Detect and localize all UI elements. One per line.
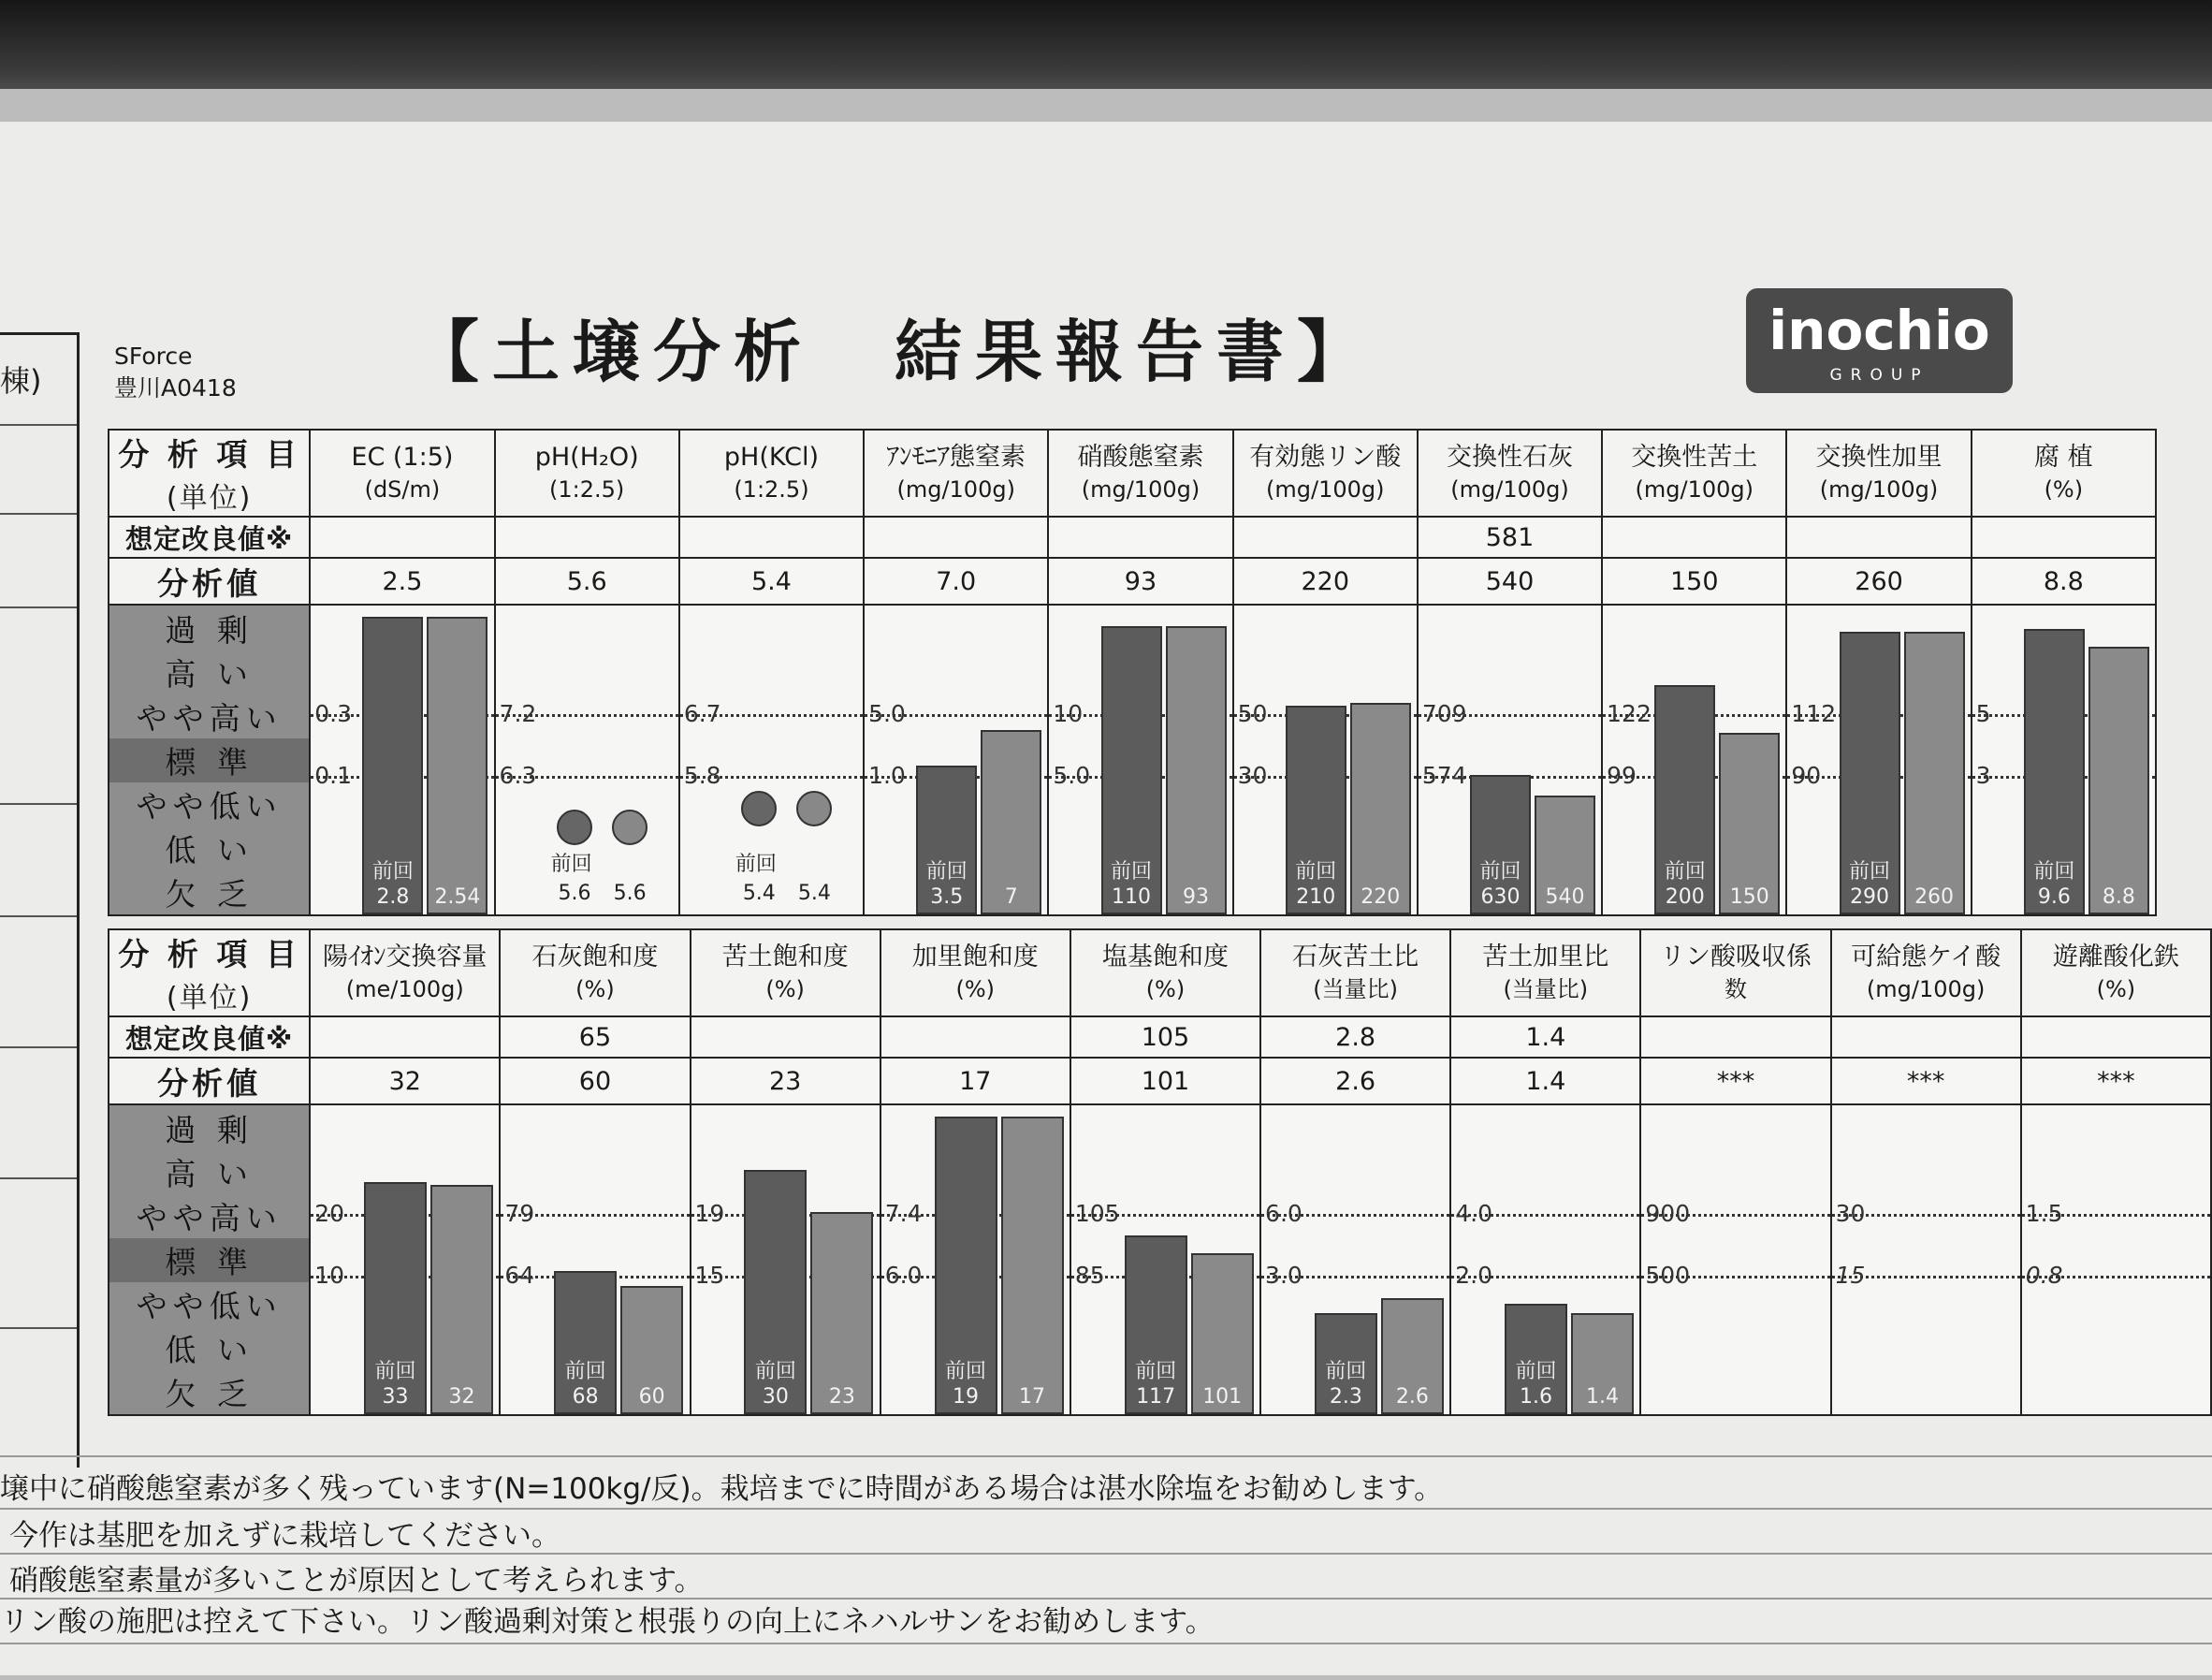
level-label: 高 い bbox=[165, 655, 254, 693]
bar-value: 210 bbox=[1296, 885, 1336, 909]
dot-value: 5.6 bbox=[558, 882, 591, 905]
bar-value: 2.54 bbox=[434, 885, 481, 909]
threshold-tick: 64 bbox=[504, 1261, 535, 1289]
logo-word: inochio bbox=[1768, 299, 1990, 362]
previous-bar bbox=[1840, 632, 1900, 914]
previous-label: 前回 bbox=[1295, 860, 1337, 884]
bar-value: 101 bbox=[1202, 1385, 1243, 1409]
column-unit: (me/100g) bbox=[345, 975, 464, 1002]
level-chart-cell bbox=[1048, 605, 1232, 915]
bar-value: 540 bbox=[1545, 885, 1585, 909]
column-unit: (mg/100g) bbox=[1819, 475, 1939, 503]
previous-bar bbox=[916, 766, 977, 914]
column-unit: (%) bbox=[575, 975, 615, 1002]
level-label: 高 い bbox=[165, 1155, 254, 1192]
level-chart-cell bbox=[495, 605, 679, 915]
previous-bar bbox=[364, 1182, 427, 1414]
current-bar bbox=[1166, 626, 1227, 914]
soil-analysis-table-2 bbox=[108, 928, 2212, 1416]
level-chart-cell bbox=[1972, 605, 2156, 915]
target-value bbox=[495, 517, 679, 558]
column-unit: (%) bbox=[2096, 975, 2136, 1002]
previous-bar bbox=[744, 1170, 807, 1414]
previous-label: 前回 bbox=[1325, 1360, 1367, 1383]
soil-analysis-table-1 bbox=[108, 429, 2157, 916]
logo-group: GROUP bbox=[1829, 366, 1929, 385]
column-header bbox=[1602, 430, 1786, 517]
item-label-2: 分 析 項 目 (単位) bbox=[109, 929, 310, 1016]
bar-value: 17 bbox=[1019, 1385, 1046, 1409]
target-value bbox=[1972, 517, 2156, 558]
previous-dot bbox=[741, 791, 777, 826]
level-chart-cell bbox=[1418, 605, 1602, 915]
analysis-value: 260 bbox=[1786, 558, 1971, 605]
bar-value: 150 bbox=[1729, 885, 1769, 909]
bar-value: 260 bbox=[1914, 885, 1955, 909]
threshold-tick: 900 bbox=[1645, 1199, 1691, 1227]
level-chart-cell bbox=[500, 1104, 690, 1415]
column-header bbox=[1450, 929, 1640, 1016]
target-label-2: 想定改良値※ bbox=[109, 1016, 310, 1058]
threshold-tick: 85 bbox=[1074, 1261, 1105, 1289]
current-dot bbox=[796, 791, 832, 826]
bar-value: 630 bbox=[1480, 885, 1521, 909]
analysis-value: 93 bbox=[1048, 558, 1232, 605]
threshold-tick: 15 bbox=[1835, 1261, 1866, 1289]
level-chart-cell bbox=[1786, 605, 1971, 915]
column-unit: (当量比) bbox=[1313, 975, 1398, 1002]
column-header bbox=[1418, 430, 1602, 517]
bar-value: 2.3 bbox=[1329, 1385, 1362, 1409]
previous-label: 前回 bbox=[1664, 860, 1706, 884]
current-bar bbox=[2088, 647, 2149, 914]
bar-value: 32 bbox=[448, 1385, 475, 1409]
column-unit: (1:2.5) bbox=[549, 475, 625, 503]
current-bar bbox=[1350, 703, 1411, 914]
threshold-tick: 30 bbox=[1237, 761, 1268, 789]
bar-value: 60 bbox=[638, 1385, 665, 1409]
previous-bar bbox=[1286, 706, 1346, 914]
level-chart-cell bbox=[1233, 605, 1418, 915]
target-value bbox=[880, 1016, 1070, 1058]
column-header bbox=[880, 929, 1070, 1016]
threshold-tick: 5 bbox=[1975, 699, 1991, 727]
threshold-tick: 6.3 bbox=[499, 761, 537, 789]
column-name: 加里飽和度 bbox=[911, 942, 1039, 971]
column-header bbox=[691, 929, 880, 1016]
analysis-value: 101 bbox=[1070, 1058, 1260, 1104]
column-name: 有効態リン酸 bbox=[1249, 442, 1402, 472]
level-chart-cell bbox=[1640, 1104, 1830, 1415]
bar-value: 30 bbox=[762, 1385, 789, 1409]
column-header bbox=[1233, 430, 1418, 517]
bar-value: 117 bbox=[1136, 1385, 1176, 1409]
level-chart-cell bbox=[1602, 605, 1786, 915]
bar-value: 290 bbox=[1850, 885, 1890, 909]
bar-value: 220 bbox=[1361, 885, 1401, 909]
report-title: 【土壌分析 結果報告書】 bbox=[412, 313, 1378, 391]
current-bar bbox=[1191, 1253, 1254, 1414]
threshold-tick: 2.0 bbox=[1455, 1261, 1492, 1289]
bar-value: 2.8 bbox=[376, 885, 410, 909]
level-label: 低 い bbox=[165, 1331, 254, 1368]
threshold-tick: 5.8 bbox=[683, 761, 721, 789]
column-header bbox=[679, 430, 864, 517]
bar-value: 19 bbox=[953, 1385, 980, 1409]
dot-value: 5.4 bbox=[797, 882, 831, 905]
column-unit: (dS/m) bbox=[364, 475, 441, 503]
level-label: 過 剰 bbox=[165, 611, 254, 649]
level-label: やや高い bbox=[136, 699, 283, 737]
item-label: 分 析 項 目 (単位) bbox=[109, 430, 310, 517]
target-value bbox=[310, 1016, 500, 1058]
comment-line: リン酸の施肥は控えて下さい。リン酸過剰対策と根張りの向上にネハルサンをお勧めします。 bbox=[0, 1605, 1215, 1639]
target-value: 1.4 bbox=[1450, 1016, 1640, 1058]
column-header bbox=[310, 929, 500, 1016]
threshold-tick: 709 bbox=[1421, 699, 1467, 727]
previous-label: 前回 bbox=[925, 860, 968, 884]
column-name: 遊離酸化鉄 bbox=[2052, 942, 2179, 971]
level-label: 過 剰 bbox=[165, 1111, 254, 1148]
bar-value: 1.4 bbox=[1586, 1385, 1620, 1409]
target-value bbox=[864, 517, 1048, 558]
column-unit: (%) bbox=[765, 975, 805, 1002]
previous-bar bbox=[1315, 1313, 1377, 1414]
left-cutoff-frame bbox=[0, 332, 80, 1468]
previous-bar bbox=[2024, 629, 2085, 914]
left-fragment: 棟) bbox=[0, 363, 42, 399]
threshold-tick: 7.4 bbox=[884, 1199, 923, 1227]
column-name: 石灰苦土比 bbox=[1292, 942, 1419, 971]
column-unit: (mg/100g) bbox=[1866, 975, 1986, 1002]
analysis-value: *** bbox=[2021, 1058, 2211, 1104]
current-dot bbox=[612, 810, 648, 845]
threshold-tick: 6.7 bbox=[683, 699, 721, 727]
current-bar bbox=[427, 617, 488, 914]
threshold-tick: 30 bbox=[1835, 1199, 1866, 1227]
previous-label: 前回 bbox=[945, 1360, 987, 1383]
column-name: 交換性苦土 bbox=[1631, 442, 1758, 472]
previous-label: 前回 bbox=[550, 853, 592, 876]
threshold-tick: 50 bbox=[1237, 699, 1268, 727]
column-name: 交換性加里 bbox=[1815, 442, 1943, 472]
level-label: 低 い bbox=[165, 831, 254, 869]
current-bar bbox=[810, 1212, 873, 1414]
bar-value: 7 bbox=[1004, 885, 1018, 909]
column-name: リン酸吸収係 bbox=[1659, 942, 1812, 971]
level-chart-cell bbox=[880, 1104, 1070, 1415]
level-chart-cell bbox=[1450, 1104, 1640, 1415]
threshold-tick: 112 bbox=[1791, 699, 1837, 727]
previous-bar bbox=[1505, 1304, 1567, 1414]
previous-bar bbox=[1101, 626, 1162, 914]
column-unit: (%) bbox=[2044, 475, 2084, 503]
threshold-tick: 79 bbox=[504, 1199, 535, 1227]
comment-line: 壌中に硝酸態窒素が多く残っています(N=100kg/反)。栽培までに時間がある場合は湛水除塩をお勧めします。 bbox=[0, 1472, 1444, 1506]
column-header bbox=[1070, 929, 1260, 1016]
column-unit: (%) bbox=[955, 975, 996, 1002]
analysis-label: 分析値 bbox=[109, 558, 310, 605]
threshold-tick: 20 bbox=[314, 1199, 344, 1227]
current-bar bbox=[1001, 1117, 1064, 1414]
threshold-tick: 6.0 bbox=[884, 1261, 923, 1289]
previous-bar bbox=[362, 617, 423, 914]
level-scale-2 bbox=[109, 1104, 310, 1415]
level-chart-cell bbox=[864, 605, 1048, 915]
column-name: 石灰飽和度 bbox=[531, 942, 659, 971]
client-site: 豊川A0418 bbox=[114, 374, 237, 402]
column-header bbox=[1972, 430, 2156, 517]
column-name: pH(H₂O) bbox=[534, 442, 639, 472]
level-chart-cell bbox=[679, 605, 864, 915]
analysis-value: 150 bbox=[1602, 558, 1786, 605]
threshold-tick: 10 bbox=[314, 1261, 344, 1289]
level-chart-cell bbox=[1260, 1104, 1450, 1415]
target-value bbox=[1831, 1016, 2021, 1058]
analysis-value: 32 bbox=[310, 1058, 500, 1104]
column-name: 塩基飽和度 bbox=[1101, 942, 1229, 971]
previous-label: 前回 bbox=[564, 1360, 606, 1383]
analysis-value: 60 bbox=[500, 1058, 690, 1104]
comment-line: 今作は基肥を加えずに栽培してください。 bbox=[9, 1519, 560, 1553]
analysis-value: 5.6 bbox=[495, 558, 679, 605]
threshold-tick: 0.3 bbox=[314, 699, 353, 727]
current-bar bbox=[1381, 1298, 1444, 1414]
dot-value: 5.4 bbox=[742, 882, 776, 905]
previous-bar bbox=[1470, 775, 1531, 914]
target-value bbox=[1786, 517, 1971, 558]
analysis-value: 220 bbox=[1233, 558, 1418, 605]
bar-value: 3.5 bbox=[930, 885, 964, 909]
level-label: 標 準 bbox=[109, 738, 309, 782]
target-value: 581 bbox=[1418, 517, 1602, 558]
level-chart-cell bbox=[1070, 1104, 1260, 1415]
threshold-tick: 105 bbox=[1074, 1199, 1120, 1227]
column-name: EC (1:5) bbox=[351, 442, 454, 472]
column-unit: (mg/100g) bbox=[1081, 475, 1201, 503]
level-label: やや低い bbox=[136, 1287, 283, 1324]
threshold-tick: 0.1 bbox=[314, 761, 353, 789]
bar-value: 23 bbox=[828, 1385, 855, 1409]
target-value bbox=[1233, 517, 1418, 558]
column-name: 交換性石灰 bbox=[1447, 442, 1573, 472]
column-name: 陽ｲｵﾝ交換容量 bbox=[323, 942, 488, 971]
analysis-label-2: 分析値 bbox=[109, 1058, 310, 1104]
analysis-value: 540 bbox=[1418, 558, 1602, 605]
threshold-tick: 6.0 bbox=[1265, 1199, 1302, 1227]
target-value bbox=[679, 517, 864, 558]
bar-value: 68 bbox=[572, 1385, 599, 1409]
threshold-tick: 10 bbox=[1053, 699, 1084, 727]
analysis-value: 1.4 bbox=[1450, 1058, 1640, 1104]
analysis-value: 2.5 bbox=[310, 558, 494, 605]
client-code: SForce bbox=[114, 343, 193, 370]
previous-bar bbox=[935, 1117, 997, 1414]
threshold-tick: 4.0 bbox=[1455, 1199, 1492, 1227]
column-header bbox=[1831, 929, 2021, 1016]
previous-label: 前回 bbox=[1849, 860, 1891, 884]
target-value bbox=[2021, 1016, 2211, 1058]
column-header bbox=[495, 430, 679, 517]
previous-bar bbox=[1125, 1235, 1187, 1414]
bar-value: 33 bbox=[382, 1385, 409, 1409]
level-chart-cell bbox=[2021, 1104, 2211, 1415]
column-name: 苦土飽和度 bbox=[721, 942, 849, 971]
bar-value: 200 bbox=[1665, 885, 1705, 909]
previous-label: 前回 bbox=[1479, 860, 1521, 884]
threshold-tick: 574 bbox=[1421, 761, 1467, 789]
column-name: 可給態ケイ酸 bbox=[1851, 942, 2001, 971]
column-unit: 数 bbox=[1724, 975, 1747, 1002]
level-scale bbox=[109, 605, 310, 915]
target-value bbox=[1602, 517, 1786, 558]
threshold-tick: 3 bbox=[1975, 761, 1991, 789]
analysis-value: 17 bbox=[880, 1058, 1070, 1104]
threshold-tick: 3.0 bbox=[1265, 1261, 1302, 1289]
level-label: 欠 乏 bbox=[165, 875, 254, 913]
target-value bbox=[1048, 517, 1232, 558]
threshold-tick: 500 bbox=[1645, 1261, 1691, 1289]
previous-dot bbox=[557, 810, 592, 845]
column-header bbox=[500, 929, 690, 1016]
column-header bbox=[2021, 929, 2211, 1016]
previous-label: 前回 bbox=[1135, 1360, 1177, 1383]
current-bar bbox=[981, 730, 1041, 914]
bar-value: 9.6 bbox=[2037, 885, 2071, 909]
target-value bbox=[691, 1016, 880, 1058]
threshold-tick: 15 bbox=[694, 1261, 725, 1289]
threshold-tick: 19 bbox=[694, 1199, 725, 1227]
analysis-value: *** bbox=[1640, 1058, 1830, 1104]
level-chart-cell bbox=[310, 1104, 500, 1415]
threshold-tick: 1.5 bbox=[2025, 1199, 2063, 1227]
threshold-tick: 5.0 bbox=[1053, 761, 1091, 789]
column-header bbox=[1786, 430, 1971, 517]
column-unit: (mg/100g) bbox=[1266, 475, 1385, 503]
threshold-tick: 5.0 bbox=[868, 699, 906, 727]
previous-label: 前回 bbox=[374, 1360, 416, 1383]
level-chart-cell bbox=[310, 605, 494, 915]
column-name: ｱﾝﾓﾆｱ態窒素 bbox=[886, 442, 1026, 472]
column-unit: (mg/100g) bbox=[896, 475, 1015, 503]
previous-label: 前回 bbox=[735, 853, 777, 876]
threshold-tick: 1.0 bbox=[868, 761, 906, 789]
column-unit: (%) bbox=[1145, 975, 1186, 1002]
level-label: やや低い bbox=[136, 787, 283, 825]
column-name: 腐 植 bbox=[2034, 442, 2093, 472]
inochio-logo bbox=[1746, 288, 2013, 393]
bar-value: 110 bbox=[1112, 885, 1151, 909]
column-header bbox=[1640, 929, 1830, 1016]
current-bar bbox=[1719, 733, 1780, 914]
current-bar bbox=[1571, 1313, 1634, 1414]
column-name: pH(KCl) bbox=[723, 442, 819, 472]
previous-label: 前回 bbox=[371, 860, 414, 884]
target-value bbox=[1640, 1016, 1830, 1058]
threshold-tick: 90 bbox=[1791, 761, 1822, 789]
column-unit: (当量比) bbox=[1503, 975, 1589, 1002]
analysis-value: 7.0 bbox=[864, 558, 1048, 605]
level-chart-cell bbox=[1831, 1104, 2021, 1415]
column-header bbox=[310, 430, 494, 517]
threshold-tick: 99 bbox=[1607, 761, 1637, 789]
column-unit: (mg/100g) bbox=[1450, 475, 1569, 503]
previous-label: 前回 bbox=[2033, 860, 2075, 884]
previous-label: 前回 bbox=[754, 1360, 796, 1383]
level-chart-cell bbox=[691, 1104, 880, 1415]
analysis-value: 2.6 bbox=[1260, 1058, 1450, 1104]
threshold-tick: 7.2 bbox=[499, 699, 537, 727]
analysis-value: 23 bbox=[691, 1058, 880, 1104]
current-bar bbox=[1904, 632, 1965, 914]
level-label: 標 準 bbox=[109, 1238, 309, 1282]
current-bar bbox=[1535, 796, 1595, 914]
column-header bbox=[1260, 929, 1450, 1016]
current-bar bbox=[620, 1286, 683, 1414]
bar-value: 93 bbox=[1183, 885, 1209, 909]
previous-label: 前回 bbox=[1110, 860, 1152, 884]
bar-value: 2.6 bbox=[1395, 1385, 1429, 1409]
bar-value: 8.8 bbox=[2102, 885, 2135, 909]
column-unit: (1:2.5) bbox=[734, 475, 809, 503]
previous-bar bbox=[1654, 685, 1715, 914]
previous-label: 前回 bbox=[1515, 1360, 1557, 1383]
target-value: 2.8 bbox=[1260, 1016, 1450, 1058]
level-label: 欠 乏 bbox=[165, 1375, 254, 1412]
current-bar bbox=[430, 1185, 493, 1414]
dot-value: 5.6 bbox=[613, 882, 647, 905]
target-label: 想定改良値※ bbox=[109, 517, 310, 558]
comment-line: 硝酸態窒素量が多いことが原因として考えられます。 bbox=[9, 1564, 704, 1598]
target-value bbox=[310, 517, 494, 558]
threshold-tick: 122 bbox=[1607, 699, 1652, 727]
previous-bar bbox=[554, 1271, 617, 1414]
level-label: やや高い bbox=[136, 1199, 283, 1236]
analysis-value: 5.4 bbox=[679, 558, 864, 605]
column-name: 硝酸態窒素 bbox=[1077, 442, 1204, 472]
bar-value: 1.6 bbox=[1520, 1385, 1553, 1409]
column-name: 苦土加里比 bbox=[1482, 942, 1609, 971]
target-value: 105 bbox=[1070, 1016, 1260, 1058]
analysis-value: *** bbox=[1831, 1058, 2021, 1104]
column-header bbox=[1048, 430, 1232, 517]
threshold-tick: 0.8 bbox=[2025, 1261, 2063, 1289]
target-value: 65 bbox=[500, 1016, 690, 1058]
analysis-value: 8.8 bbox=[1972, 558, 2156, 605]
column-header bbox=[864, 430, 1048, 517]
column-unit: (mg/100g) bbox=[1635, 475, 1754, 503]
